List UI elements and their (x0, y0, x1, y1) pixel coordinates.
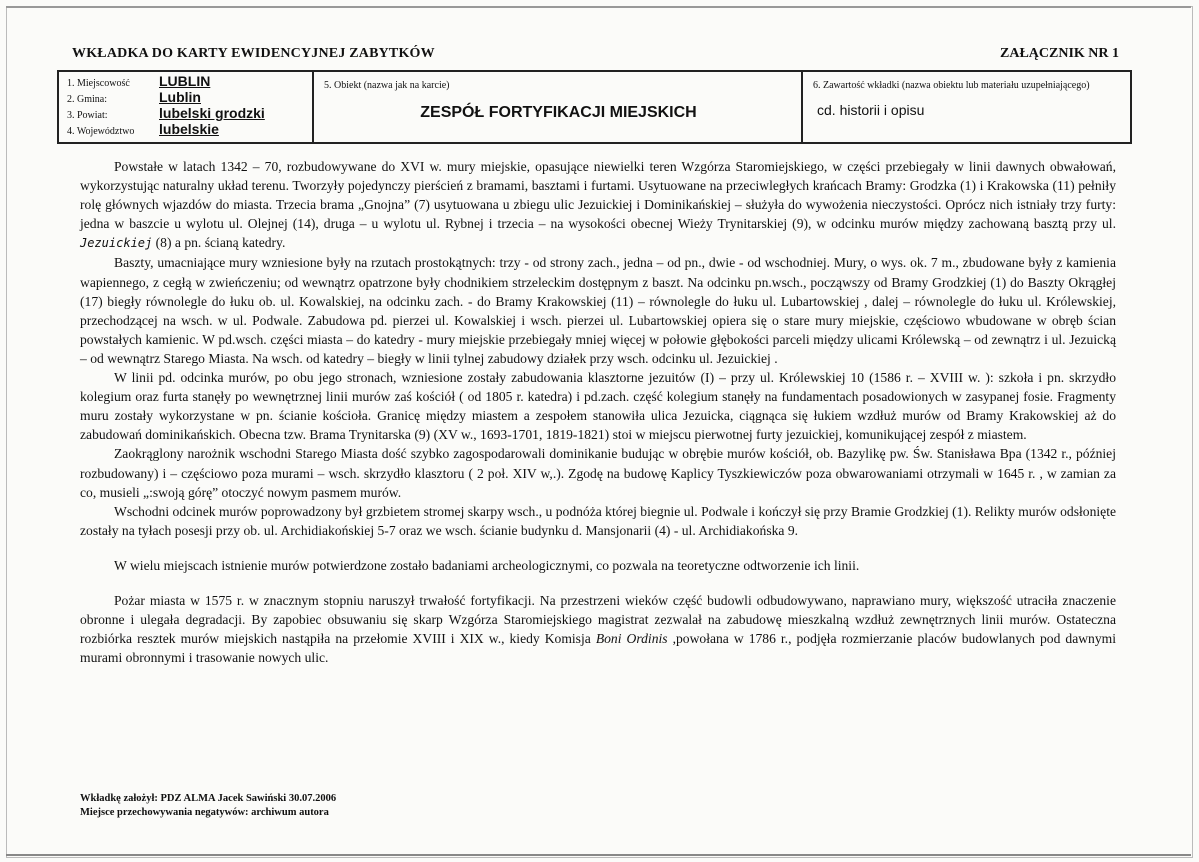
body-text (80, 157, 1116, 667)
scan-edge-bottom (6, 854, 1191, 856)
object-cell (312, 72, 803, 142)
footer-author: Wkładkę założył: PDZ ALMA Jacek Sawiński 30.07.2006 (80, 793, 337, 804)
annex-label: ZAŁĄCZNIK NR 1 (1000, 46, 1120, 61)
paragraph-5: Wschodni odcinek murów poprowadzony był grzbietem stromej skarpy wsch., u podnóża której biegnie ul. Podwale i kończył się przy Bramie Grodzkiej (1). Relikty murów odsłonięte zostały na tyłach posesji przy ob. ul. Archidiakońskiej 5-7 oraz we wsch. ścianie budynku d. Mansjonarii (4) - ul. Archidiakońska 9. (80, 503, 1116, 538)
contents-value: cd. historii i opisu (817, 102, 925, 118)
commune-value: Lublin (159, 89, 201, 105)
commune-label: 2. Gmina: (67, 94, 107, 105)
paragraph-4: Zaokrąglony narożnik wschodni Starego Miasta dość szybko zagospodarowali dominikanie budując w obrębie murów kościół, ob. Bazylikę pw. Św. Stanisława Bpa (1342 r., później rozbudowany) i – częściowo poza murami – wsch. skrzydło klasztoru ( 2 poł. XIV w,.). Zgodę na budowę Kaplicy Tyszkiewiczów poza obwarowaniami otrzymali w 1645 r. , w zamian za co, musieli „:swoją górę” otoczyć nowym pasmem murów. (80, 446, 1116, 500)
district-value: lubelski grodzki (159, 105, 265, 121)
paragraph-1-text-b: (8) a pn. ścianą katedry. (155, 235, 286, 251)
province-label: 4. Województwo (67, 126, 135, 137)
location-cell (59, 72, 312, 142)
contents-label: 6. Zawartość wkładki (nazwa obiektu lub materiału uzupełniającego) (813, 80, 1090, 91)
province-row (67, 121, 219, 137)
district-label: 3. Powiat: (67, 110, 108, 121)
town-value: LUBLIN (159, 73, 211, 89)
paragraph-7-text-a: Pożar miasta w 1575 r. w znacznym stopniu naruszył trwałość fortyfikacji. Na przestrzeni wieków część budowli odbudowywano, naprawiano mury, większość utraciła znaczenie obronne i ulegała degradacji. By zapobiec obsuwaniu się skarp Wzgórza Staromiejskiego magistrat zezwalał na zabudowę mieszkalną wzdłuż zewnętrznych linii murów. Ostateczna rozbiórka resztek murów miejskich nastąpiła na przełomie XVIII i XIX w., kiedy Komisja (80, 592, 1116, 647)
paragraph-1-text-a: Powstałe w latach 1342 – 70, rozbudowywane do XVI w. mury miejskie, opasujące niewielki teren Wzgórza Staromiejskiego, w części przebiegały w linii dawnych obwałowań, wykorzystując naturalny układ terenu. Tworzyły pojedynczy pierścień z bramami, basztami i furtami. Usytuowane na przeciwległych krańcach Bramy: Grodzka (1) i Krakowska (11) pełniły rolę głównych wjazdów do miasta. Trzecia brama „Gnojna” (7) usytuowana u zbiegu ulic Jezuickiej i Dominikańskiej – służyła do wywożenia nieczystości. Oprócz nich istniały trzy furty: jedna w baszcie u wylotu ul. Olejnej (14), druga – u wylotu ul. Rybnej i trzecia – na wysokości obecnej Wieży Trynitarskiej (9), w odcinku murów między zachowaną basztą przy ul. (80, 159, 1116, 232)
district-row (67, 105, 265, 121)
footer-archive: Miejsce przechowywania negatywów: archiwum autora (80, 807, 329, 818)
handwritten-insert: Jezuickiej (80, 236, 153, 251)
object-name: ZESPÓŁ FORTYFIKACJI MIEJSKICH (420, 104, 697, 121)
town-row (67, 73, 211, 89)
town-label: 1. Miejscowość (67, 78, 130, 89)
paragraph-2: Baszty, umacniające mury wzniesione były na rzutach prostokątnych: trzy - od strony zach., jedna – od pn., dwie - od wschodniej. Mury, o wys. ok. 7 m., zbudowane były z kamienia wapiennego, z cegłą w zwieńczeniu; od wewnątrz opatrzone były chodnikiem strzeleckim dostępnym z baszt. Na odcinku pn.wsch., począwszy od Bramy Grodzkiej (1) do Baszty Okrągłej (17) biegły równolegle do łuku ob. ul. Kowalskiej, na odcinku zach. - do Bramy Krakowskiej (11) – równolegle do łuku ul. Lubartowskiej , dalej – równolegle do łuku ul. Królewskiej, przechodzącej na wsch. w ul. Podwale. Zabudowa pd. pierzei ul. Kowalskiej i wsch. pierzei ul. Lubartowskiej opiera się o stare mury miejskie, częściowo wbudowane w obręb ścian powstałych kamienic. W pd.wsch. części miasta – do katedry - mury miejskie przebiegały mniej więcej w połowie głębokości parceli między ulicami Królewską – od zewnątrz i ul. Jezuicką – od wewnątrz Starego Miasta. Na wsch. od katedry – biegły w linii tylnej zabudowy działek przy wsch. odcinku ul. Jezuickiej . (80, 255, 1116, 366)
paragraph-7 (80, 591, 1116, 667)
footer (80, 792, 336, 820)
paragraph-3: W linii pd. odcinka murów, po obu jego stronach, wzniesione zostały zabudowania klasztorne jezuitów (I) – przy ul. Królewskiej 10 (1586 r. – XVIII w. ): szkoła i pn. skrzydło kolegium oraz furta stanęły po wewnętrznej linii murów zaś kościół ( od 1805 r. katedra) i pd.zach. część kolegium stanęły na fundamentach posadowionych w zasypanej fosie. Fragmenty muru zostały wykorzystane w pn. ścianie kościoła. Granicę między miastem a zespołem stanowiła ulica Jezuicka, ciągnąca się łukiem wzdłuż murów od Bramy Krakowskiej aż do zabudowań dominikańskich. Obecna tzw. Brama Trynitarska (9) (XV w., 1693-1701, 1819-1821) stoi w miejscu pierwotnej furty jezuickiej, komunikującej zespół z miastem. (80, 370, 1116, 443)
province-value: lubelskie (159, 121, 219, 137)
contents-cell (801, 72, 1132, 142)
paragraph-1 (80, 157, 1116, 253)
paragraph-7-text-b: ,powołana w 1786 r., podjęła rozmierzanie placów budowlanych pod dawnymi murami obronnymi i trasowanie nowych ulic. (80, 631, 1117, 666)
document-title: WKŁADKA DO KARTY EWIDENCYJNEJ ZABYTKÓW (72, 46, 435, 61)
header-table (57, 70, 1132, 144)
object-label: 5. Obiekt (nazwa jak na karcie) (324, 80, 450, 91)
paragraph-6: W wielu miejscach istnienie murów potwierdzone zostało badaniami archeologicznymi, co pozwala na teoretyczne odtworzenie ich linii. (114, 557, 860, 573)
scan-edge-top (6, 6, 1191, 8)
paragraph-7-italic: Boni Ordinis (595, 631, 668, 647)
commune-row (67, 89, 201, 105)
